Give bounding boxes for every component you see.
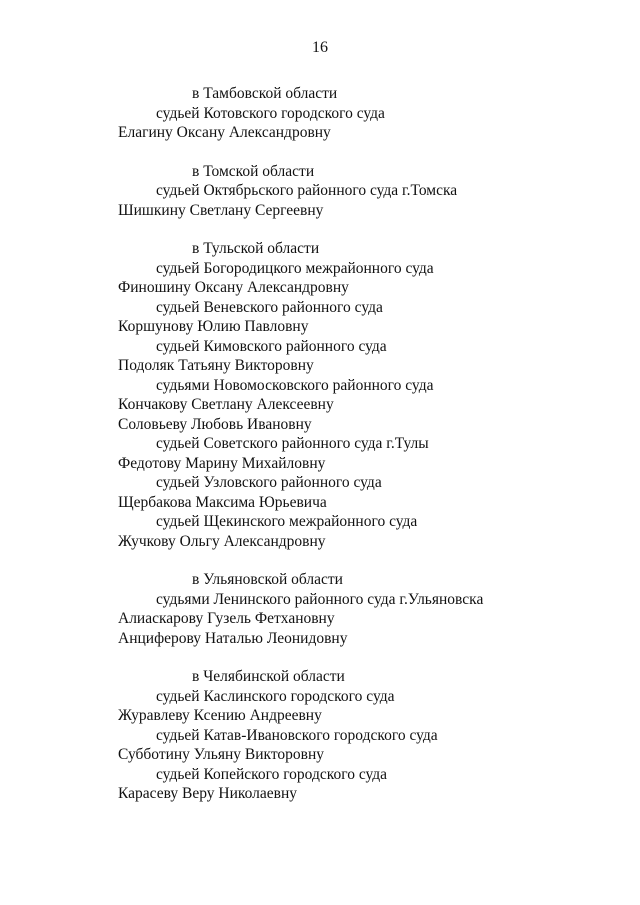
judge-name: Щербакова Максима Юрьевича [118, 493, 327, 511]
judge-name: Карасеву Веру Николаевну [118, 785, 298, 802]
court-line: судьей Кимовского районного суда [156, 337, 387, 355]
region-section [0, 239, 640, 551]
court-line: судьями Новомосковского районного суда [156, 376, 434, 394]
region-section [0, 162, 640, 221]
document-body [0, 84, 640, 823]
court-line: судьей Каслинского городского суда [156, 687, 395, 705]
region-heading: в Ульяновской области [192, 571, 343, 588]
judge-name: Соловьеву Любовь Ивановну [118, 415, 312, 433]
region-heading: в Челябинской области [192, 668, 345, 685]
judge-name: Финошину Оксану Александровну [118, 279, 349, 296]
region-heading: в Томской области [192, 162, 315, 180]
court-line: судьей Катав-Ивановского городского суда [156, 726, 438, 744]
court-line: судьей Советского районного суда г.Тулы [156, 435, 429, 452]
region-heading: в Тамбовской области [192, 85, 338, 102]
judge-name: Субботину Ульяну Викторовну [118, 746, 325, 763]
court-line: судьей Октябрьского районного суда г.Томска [156, 182, 458, 199]
region-heading: в Тульской области [192, 240, 320, 257]
page-number: 16 [312, 39, 328, 56]
court-line: судьей Копейского городского суда [156, 765, 388, 783]
court-line: судьей Узловского районного суда [156, 474, 382, 491]
court-line: судьями Ленинского районного суда г.Ульяновска [156, 590, 484, 608]
judge-name: Шишкину Светлану Сергеевну [118, 201, 324, 219]
region-section [0, 570, 640, 648]
region-section [0, 667, 640, 804]
court-line: судьей Богородицкого межрайонного суда [156, 259, 434, 277]
court-line: судьей Котовского городского суда [156, 104, 385, 122]
judge-name: Алиаскарову Гузель Фетхановну [118, 610, 335, 627]
region-section [0, 84, 640, 143]
judge-name: Жучкову Ольгу Александровну [118, 532, 326, 550]
judge-name: Федотову Марину Михайловну [118, 454, 326, 472]
judge-name: Журавлеву Ксению Андреевну [118, 707, 322, 724]
court-line: судьей Щекинского межрайонного суда [156, 513, 418, 530]
judge-name: Елагину Оксану Александровну [118, 124, 331, 141]
judge-name: Кончакову Светлану Алексеевну [118, 396, 334, 413]
court-line: судьей Веневского районного суда [156, 298, 383, 316]
judge-name: Анциферову Наталью Леонидовну [118, 629, 348, 647]
judge-name: Подоляк Татьяну Викторовну [118, 357, 314, 374]
judge-name: Коршунову Юлию Павловну [118, 318, 309, 335]
